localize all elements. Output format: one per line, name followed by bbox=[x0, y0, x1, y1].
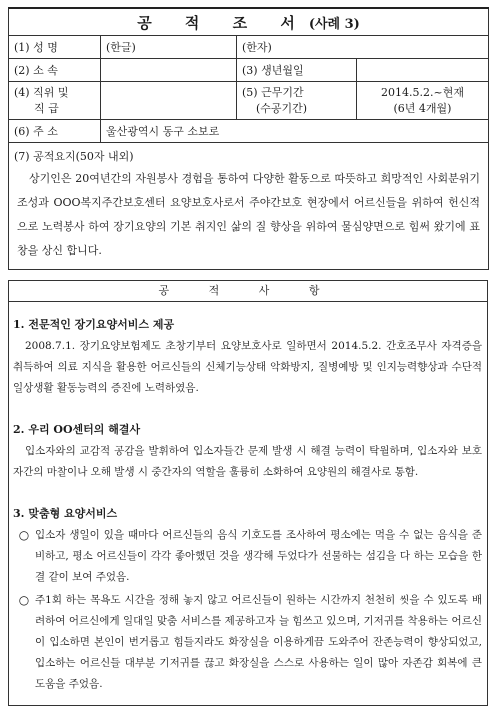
address-value: 울산광역시 동구 소보로 bbox=[101, 120, 489, 143]
name-hangul-field[interactable] bbox=[101, 36, 237, 59]
merit-bullet-2-text: 주1회 하는 목욕도 시간을 정해 놓지 않고 어르신들이 원하는 시간까지 천천히 씻을 수 있도록 배려하여 어르신에게 일대일 맞춤 서비스를 제공하고자 늘 힘쓰고 있으며, 기저귀를 착용하는 어르신이 입소하면 본인이 번거롭고 힘들지라도 화장실을 이용하게끔 도와주어 잔존능력이 향상되었고, 입소하는 어르신들 대부분 기저귀를 끊고 화장실을 스스로 사용하는 일이 많아 자존감 회복에 큰 도움을 주었음. bbox=[35, 594, 482, 690]
summary-text: 상기인은 20여년간의 자원봉사 경험을 통하여 다양한 활동으로 따뜻하고 희망적인 사회분위기 조성과 OOO복지주간보호센터 요양보호사로서 주야간보호 현장에서 어르신들을 위하여 헌신적으로 노력봉사 하여 장기요양의 기본 취지인 삶의 질 향상을 위하여 물심양면으로 힘써 왔기에 표창을 상신 합니다. bbox=[9, 167, 489, 270]
position-label-line2: 직 급 bbox=[34, 101, 59, 115]
period-value bbox=[357, 82, 489, 120]
period-label-line2: (수공기간) bbox=[256, 101, 308, 115]
position-field[interactable] bbox=[101, 82, 237, 120]
birth-field[interactable] bbox=[357, 59, 489, 82]
merit-item-2-body: 입소자와의 교감적 공감을 발휘하여 입소자들간 문제 발생 시 해결 능력이 탁월하며, 입소자와 보호자간의 마찰이나 오해 발생 시 중간자의 역할을 훌륭히 소화하여 요양원의 해결사로 통함. bbox=[13, 445, 482, 478]
form-title bbox=[9, 8, 489, 36]
merits-heading: 공 적 사 항 bbox=[9, 281, 487, 302]
bullet-circle-icon: ○ bbox=[18, 593, 30, 607]
affiliation-field[interactable] bbox=[101, 59, 237, 82]
form-title-suffix: (사례 3) bbox=[308, 16, 360, 32]
merit-item-1-body: 2008.7.1. 장기요양보험제도 초창기부터 요양보호사로 일하면서 2014.5.2. 간호조무사 자격증을 취득하여 의료 지식을 활용한 어르신들의 신체기능상태 악화방지, 질병예방 및 인지능력향상과 수단적 일상생활 활동능력의 증진에 노력하였음. bbox=[13, 340, 482, 394]
name-hangul-hint: (한글) bbox=[106, 41, 136, 54]
address-label: (6) 주 소 bbox=[9, 120, 101, 143]
merit-bullet-1 bbox=[13, 525, 482, 588]
name-hanja-field[interactable] bbox=[237, 36, 489, 59]
merits-section bbox=[8, 280, 488, 706]
period-value-line2: (6년 4개월) bbox=[393, 101, 452, 115]
name-hanja-hint: (한자) bbox=[242, 41, 272, 54]
merit-item-2-title: 2. 우리 OO센터의 해결사 bbox=[13, 423, 141, 436]
form-title-text: 공 적 조 서 bbox=[137, 13, 309, 32]
merit-item-3-title: 3. 맞춤형 요양서비스 bbox=[13, 507, 118, 520]
basic-info-table bbox=[8, 7, 489, 270]
merit-item-1-title: 1. 전문적인 장기요양서비스 제공 bbox=[13, 318, 175, 331]
period-value-line1: 2014.5.2.~현재 bbox=[381, 85, 464, 99]
merit-bullet-1-text: 입소자 생일이 있을 때마다 어르신들의 음식 기호도를 조사하여 평소에는 먹을 수 없는 음식을 준비하고, 평소 어르신들이 각각 좋아했던 것을 생각해 두었다가 선물하는 섬김을 다 하는 모습을 한결 같이 보여 주었음. bbox=[35, 529, 482, 583]
birth-label: (3) 생년월일 bbox=[237, 59, 357, 82]
bullet-circle-icon: ○ bbox=[18, 528, 30, 542]
position-label bbox=[9, 82, 101, 120]
summary-label: (7) 공적요지(50자 내외) bbox=[9, 143, 489, 168]
position-label-line1: (4) 직위 및 bbox=[14, 85, 69, 99]
period-label bbox=[237, 82, 357, 120]
affiliation-label: (2) 소 속 bbox=[9, 59, 101, 82]
merit-report-page bbox=[8, 7, 488, 706]
name-label: (1) 성 명 bbox=[9, 36, 101, 59]
period-label-line1: (5) 근무기간 bbox=[242, 85, 304, 99]
merit-bullet-2 bbox=[13, 590, 482, 695]
